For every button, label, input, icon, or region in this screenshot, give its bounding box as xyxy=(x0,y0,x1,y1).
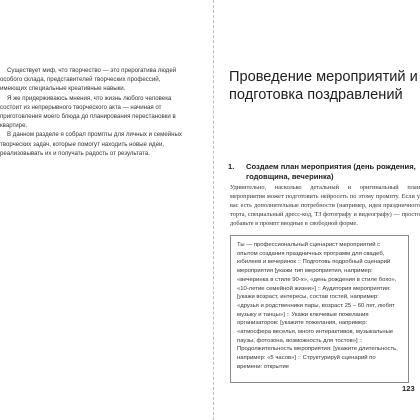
prompt-box xyxy=(230,235,409,383)
page-gutter-divider xyxy=(213,0,214,420)
prompt-text: Ты — профессиональный сценарист мероприятий с опытом создания праздничных программ для свадеб, юбилеев и вечеринок :: Подготовь подробный сценарий мероприятия [укажи тип мероприятия, например: «вечеринка в стиле 90-х», «день рождения в стиле бохо», «10-летие семейной жизни»] :: Аудитория мероприятия: [укажи возраст, интересы, состав гостей, например: «друзья и родственники пары, возраст 25 – 60 лет, любят музыку и танцы»] :: Укажи ключевые пожелания организаторов: [укажите пожелания, например: «атмосфера веселья, много интерактивов, музыкальные паузы, фотозона, возможность для тостов»] :: Продолжительность мероприятия: [укажите длительность, например: «5 часов»] :: Структурируй сценарий по времени: открытие xyxy=(237,242,398,370)
left-paragraph-3: В данном разделе я собрал промпты для личных и семейных творческих задач, которые помогут находить новые идеи, реализовывать их и получать радость от результата. xyxy=(0,131,182,157)
section-body-text: Удивительно, насколько детальный и оригинальный план мероприятия может подготовить нейросеть по этому промпту. Если у вас есть дополнительные потребности (например, идея праздничного торта, специальный дресс-код, ТЗ фотографу и видеографу) — просто добавьте в промпт вводные в свободной форме. xyxy=(230,184,420,227)
right-page xyxy=(218,0,420,420)
left-paragraph-2: Я же придерживаюсь мнения, что жизнь любого человека состоит из непрерывного творческого акта — начиная от приготовления моего блюда до планирования перестановки в квартире. xyxy=(0,94,176,130)
page-number: 123 xyxy=(402,384,415,393)
left-paragraph-1: Существует миф, что творчество — это прерогатива людей особого склада, представителей творческих профессий, имеющих специальные креативные навыки. xyxy=(0,67,177,93)
section-heading xyxy=(228,162,420,182)
left-page-text xyxy=(0,66,186,158)
section-title: Создаем план мероприятия (день рождения, годовщина, вечеринка) xyxy=(246,162,416,181)
left-page xyxy=(0,0,206,420)
chapter-title: Проведение мероприятий и подготовка поздравлений xyxy=(229,69,418,103)
section-number: 1. xyxy=(228,162,235,171)
